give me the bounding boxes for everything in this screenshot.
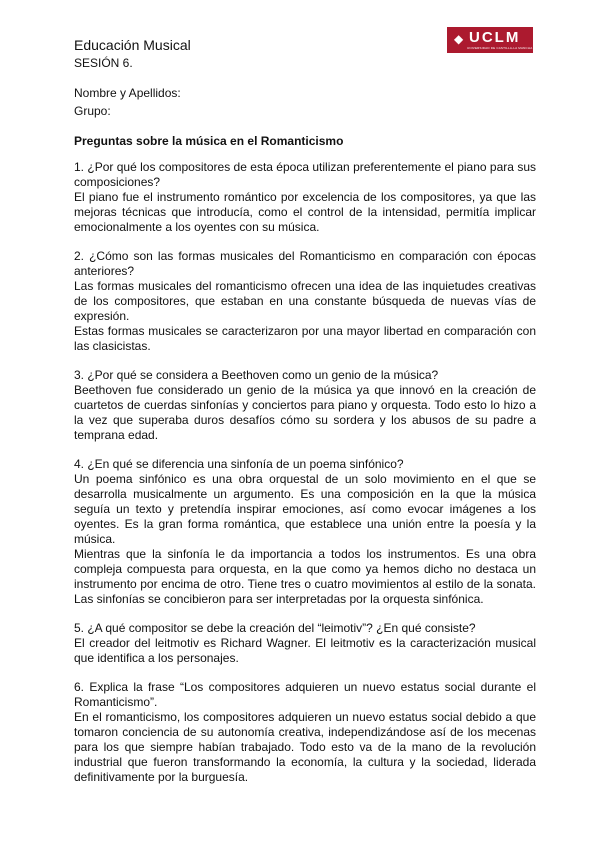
question-text: 6. Explica la frase “Los compositores adquieren un nuevo estatus social durante el Romanticismo”.: [74, 680, 536, 709]
answer-text: Beethoven fue considerado un genio de la música ya que innovó en la creación de cuartetos de cuerdas sinfonías y conciertos para piano y orquesta. Todo esto lo hizo a la vez que superaba duros desafíos cómo su sordera y los abusos de su padre a temprana edad.: [74, 383, 536, 442]
logo-wordmark: UCLM: [469, 29, 521, 46]
question-text: 4. ¿En qué se diferencia una sinfonía de un poema sinfónico?: [74, 457, 404, 471]
session-label: SESIÓN 6.: [74, 56, 133, 70]
answer-text: El creador del leitmotiv es Richard Wagner. El leitmotiv es la caracterización musical que identifica a los personajes.: [74, 636, 536, 665]
answer-text: Estas formas musicales se caracterizaron por una mayor libertad en comparación con las clasicistas.: [74, 324, 536, 353]
answer-text: En el romanticismo, los compositores adquieren un nuevo estatus social debido a que tomaron conciencia de su autonomía creativa, independizándose así de los mecenas para los que siempre habían trabajado. Todo esto va de la mano de la revolución industrial que fueron transformando la economía, la cultura y la sociedad, liderada definitivamente por la burguesía.: [74, 710, 536, 784]
question-block-5: [74, 621, 536, 666]
question-text: 3. ¿Por qué se considera a Beethoven como un genio de la música?: [74, 368, 439, 382]
answer-text: Las formas musicales del romanticismo ofrecen una idea de las inquietudes creativas de los compositores, que estaban en una constante búsqueda de nuevas vías de expresión.: [74, 279, 536, 323]
crest-icon: ◆: [454, 32, 464, 46]
logo-subtext: UNIVERSIDAD DE CASTILLA-LA MANCHA: [467, 46, 533, 50]
question-block-1: [74, 160, 536, 235]
document-title: Educación Musical: [74, 37, 191, 53]
question-text: 1. ¿Por qué los compositores de esta época utilizan preferentemente el piano para sus composiciones?: [74, 160, 536, 189]
question-block-4: [74, 457, 536, 607]
name-field-label: Nombre y Apellidos:: [74, 86, 181, 100]
uclm-logo: [447, 27, 533, 53]
answer-text: Mientras que la sinfonía le da importancia a todos los instrumentos. Es una obra compleja compuesta para orquesta, en la que como ya hemos dicho no destaca un instrumento por encima de otro. Tiene tres o cuatro movimientos al estilo de la sonata. Las sinfonías se concibieron para ser interpretadas por la orquesta sinfónica.: [74, 547, 536, 606]
question-block-2: [74, 249, 536, 354]
group-field-label: Grupo:: [74, 104, 111, 118]
question-text: 5. ¿A qué compositor se debe la creación del “leimotiv”? ¿En qué consiste?: [74, 621, 476, 635]
answer-text: El piano fue el instrumento romántico por excelencia de los compositores, ya que las mejoras técnicas que introducía, como el control de la intensidad, permitía implicar emocionalmente a los oyentes con su música.: [74, 190, 536, 234]
question-text: 2. ¿Cómo son las formas musicales del Romanticismo en comparación con épocas anteriores?: [74, 249, 536, 278]
section-heading: Preguntas sobre la música en el Romanticismo: [74, 134, 344, 148]
questions-list: [74, 160, 536, 799]
question-block-6: [74, 680, 536, 785]
question-block-3: [74, 368, 536, 443]
answer-text: Un poema sinfónico es una obra orquestal de un solo movimiento en el que se desarrolla musicalmente un argumento. Es una composición en la que la música seguía un texto y pretendía inspirar emociones, así como evocar imágenes a los oyentes. Es la gran forma romántica, que establece una unión entre la poesía y la música.: [74, 472, 536, 546]
